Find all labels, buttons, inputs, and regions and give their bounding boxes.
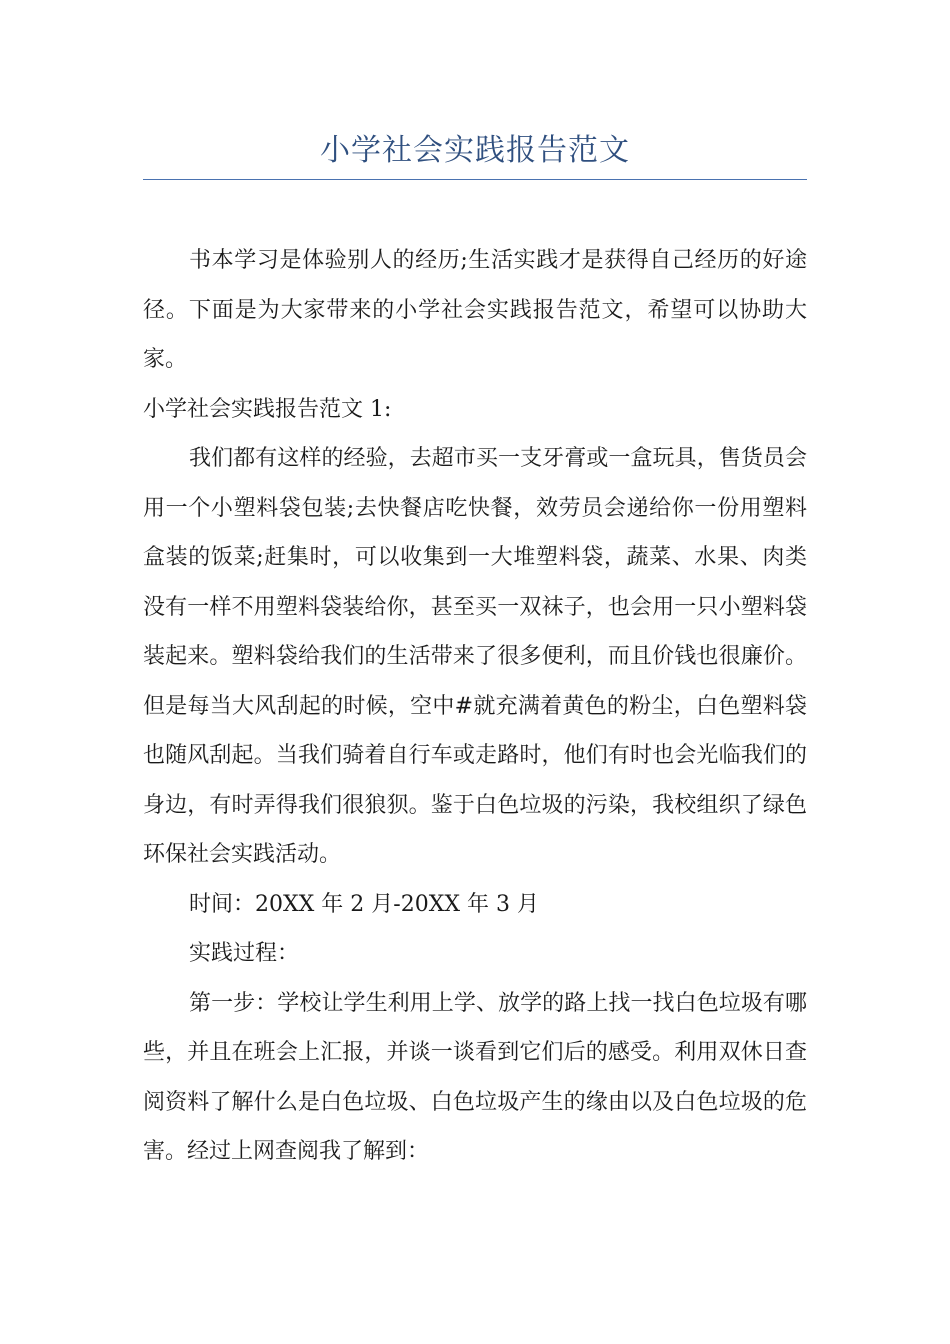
section-heading: 小学社会实践报告范文 1: <box>143 396 392 422</box>
intro-paragraph: 书本学习是体验别人的经历;生活实践才是获得自己经历的好途径。下面是为大家带来的小学社会实践报告范文，希望可以协助大家。 <box>143 248 807 372</box>
body-paragraph: 我们都有这样的经验，去超市买一支牙膏或一盒玩具，售货员会用一个小塑料袋包装;去快餐店吃快餐，效劳员会递给你一份用塑料盒装的饭菜;赶集时，可以收集到一大堆塑料袋，蔬菜、水果、肉类没有一样不用塑料袋装给你，甚至买一双袜子，也会用一只小塑料袋装起来。塑料袋给我们的生活带来了很多便利，而且价钱也很廉价。但是每当大风刮起的时候，空中#就充满着黄色的粉尘，白色塑料袋也随风刮起。当我们骑着自行车或走路时，他们有时也会光临我们的身边，有时弄得我们很狼狈。鉴于白色垃圾的污染，我校组织了绿色环保社会实践活动。 <box>143 446 807 867</box>
step-one-paragraph: 第一步：学校让学生利用上学、放学的路上找一找白色垃圾有哪些，并且在班会上汇报，并谈一谈看到它们后的感受。利用双休日查阅资料了解什么是白色垃圾、白色垃圾产生的缘由以及白色垃圾的危害。经过上网查阅我了解到： <box>143 990 807 1164</box>
title-divider <box>143 179 807 180</box>
document-body <box>143 236 807 1177</box>
time-paragraph: 时间：20XX 年 2 月-20XX 年 3 月 <box>189 891 540 917</box>
document-title: 小学社会实践报告范文 <box>320 133 630 168</box>
process-heading: 实践过程： <box>189 941 300 966</box>
